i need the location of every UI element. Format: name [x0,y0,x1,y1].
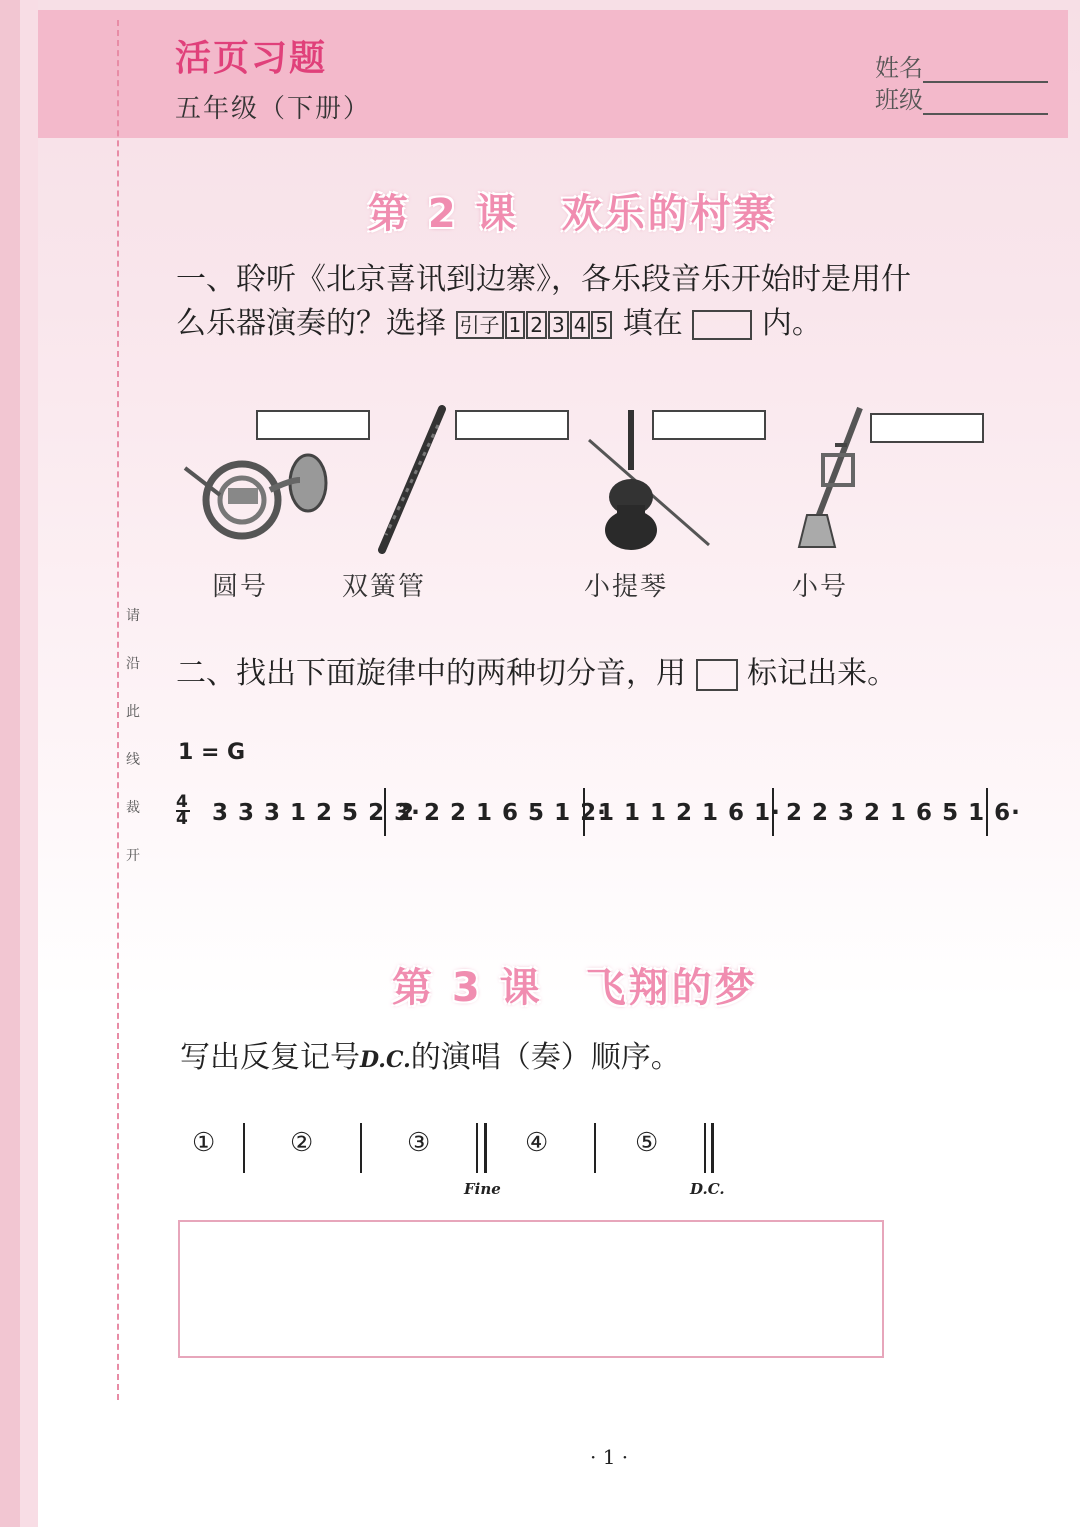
section-2: ② [290,1128,314,1158]
instrument-label-trumpet: 小号 [792,572,849,602]
class-input-line[interactable] [923,89,1048,115]
double-bar-dc-b [711,1123,714,1173]
lesson2-title: 第 2 课 欢乐的村寨 [368,191,777,237]
section-bar-1 [243,1123,245,1173]
barline-2 [583,788,585,836]
oboe-icon [372,405,452,555]
answer-box-trumpet[interactable] [870,413,984,443]
section-bar-2 [360,1123,362,1173]
option-intro: 引子 [456,311,504,339]
section-5: ⑤ [635,1128,659,1158]
double-bar-dc-a [704,1123,706,1173]
prompt-symbol: D.C. [360,1047,411,1073]
q1-prefix: 么乐器演奏的？选择 [176,306,446,341]
instrument-label-violin: 小提琴 [584,572,669,602]
binding-strip [0,0,20,1527]
barline-4 [986,788,988,836]
option-2: 2 [526,311,547,339]
name-label: 姓名 [875,54,923,82]
measure-3: 1 1 1 2 1 6 1· [598,800,781,826]
fine-marking: Fine [464,1180,501,1198]
section-1: ① [192,1128,216,1158]
q1-line1: 一、聆听《北京喜讯到边寨》，各乐段音乐开始时是用什 [176,262,911,297]
instrument-label-oboe: 双簧管 [342,572,427,602]
cut-line-text: 请 沿 此 线 裁 开 [126,608,140,864]
option-1: 1 [505,311,526,339]
double-bar-fine-b [484,1123,487,1173]
binding-strip-inner [20,0,38,1527]
measure-2: 2 2 2 1 6 5 1 2· [398,800,607,826]
trumpet-icon [795,405,870,550]
section-bar-4 [594,1123,596,1173]
time-top: 4 [176,792,188,812]
answer-box-oboe[interactable] [455,410,569,440]
brand-title: 活页习题 [175,38,328,79]
q1-mid: 填在 [622,306,683,341]
option-4: 4 [570,311,591,339]
prompt-suffix: 的演唱（奏）顺序。 [410,1040,681,1075]
french-horn-icon [180,450,330,545]
section-3: ③ [407,1128,431,1158]
class-field[interactable] [875,80,1048,115]
q1-suffix: 内。 [761,306,822,341]
grade-label: 五年级（下册） [175,94,372,124]
violin-icon [584,405,714,555]
time-bottom: 4 [176,809,188,829]
barline-3 [772,788,774,836]
instrument-label-horn: 圆号 [212,572,269,602]
name-field[interactable] [875,48,1048,83]
page-number: · 1 · [590,1445,629,1469]
barline-1 [384,788,386,836]
cut-line [117,20,119,1400]
class-label: 班级 [875,86,923,114]
answer-area[interactable] [178,1220,884,1358]
dc-marking: D.C. [690,1180,725,1198]
section-4: ④ [525,1128,549,1158]
blank-box-sample [692,310,752,340]
measure-1: 3 3 3 1 2 5 2 3· [212,800,421,826]
time-signature [176,792,190,829]
q2-suffix: 标记出来。 [747,656,898,691]
lesson3-title: 第 3 课 飞翔的梦 [392,965,758,1011]
option-3: 3 [548,311,569,339]
q2-prefix: 二、找出下面旋律中的两种切分音，用 [176,656,686,691]
lesson3-prompt [180,1036,681,1082]
q2-text [176,652,897,696]
prompt-prefix: 写出反复记号 [180,1040,360,1075]
mark-box-sample [696,659,738,691]
double-bar-fine-a [476,1123,478,1173]
option-5: 5 [591,311,612,339]
answer-box-horn[interactable] [256,410,370,440]
measure-4: 2 2 3 2 1 6 5 1 6· [786,800,1021,826]
key-signature: 1 = G [178,740,246,765]
q1-line2 [176,302,822,346]
